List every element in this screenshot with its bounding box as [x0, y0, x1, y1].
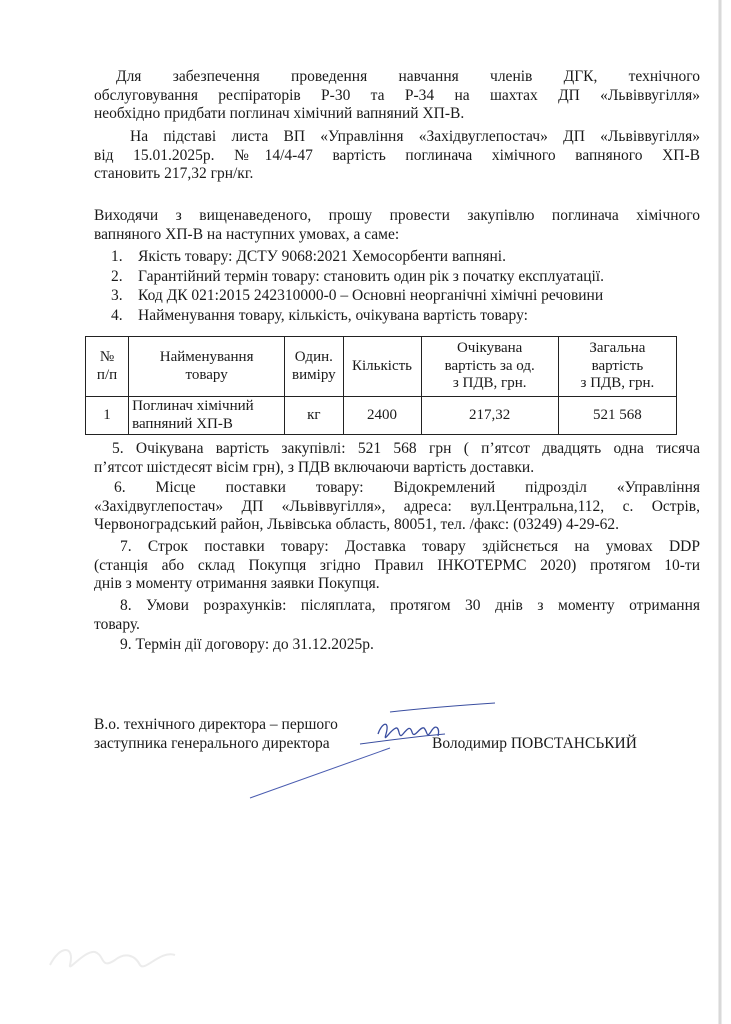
signatory-name: Володимир ПОВСТАНСЬКИЙ: [432, 735, 637, 752]
handwritten-signature-icon: [240, 700, 500, 810]
conditions-list: [111, 247, 604, 325]
basis-paragraph: [94, 128, 700, 184]
basis-line-1: На підставі листа ВП «Управління «Західвуглепостач» ДП «Львіввугілля»: [130, 128, 700, 145]
cell-number: 1: [86, 397, 129, 435]
list-item: 4. Найменування товару, кількість, очікувана вартість товару:: [111, 306, 528, 324]
list-item: 2. Гарантійний термін товару: становить один рік з початку експлуатації.: [111, 267, 604, 285]
table-header-row: [86, 337, 677, 397]
header-name: Найменування товару: [129, 337, 285, 397]
request-paragraph: [94, 207, 700, 244]
header-number: № п/п: [86, 337, 129, 397]
item-8-paragraph: 8. Умови розрахунків: післяплата, протягом 30 днів з моменту отримання товару.: [94, 597, 700, 633]
header-unit-price: Очікувана вартість за од. з ПДВ, грн.: [421, 337, 558, 397]
cell-name: Поглинач хімічний вапняний ХП-В: [129, 397, 285, 435]
intro-paragraph: [94, 68, 700, 124]
header-total: Загальна вартість з ПДВ, грн.: [558, 337, 676, 397]
request-line-1: Виходячи з вищенаведеного, прошу провести закупівлю поглинача хімічного: [94, 207, 700, 224]
faint-watermark-icon: [40, 930, 200, 980]
item-6-paragraph: 6. Місце поставки товару: Відокремлений підрозділ «Управління «Західвуглепостач» ДП «Львіввугілля», адреса: вул.Центральна,112, с. Острів, Червоноградський район, Львівська область, 80051, тел. /факс: (03249) 4-29-62.: [94, 479, 700, 533]
cell-unit: кг: [285, 397, 343, 435]
request-line-2: вапняного ХП-В на наступних умовах, а саме:: [94, 225, 400, 243]
scan-edge-shadow: [718, 0, 722, 1024]
intro-line-1: Для забезпечення проведення навчання членів ДГК, технічного: [116, 68, 700, 85]
cell-quantity: 2400: [343, 397, 421, 435]
item-5-paragraph: 5. Очікувана вартість закупівлі: 521 568 грн ( п’ятсот двадцять одна тисяча п’ятсот шістдесят вісім грн), з ПДВ включаючи вартість доставки.: [94, 440, 700, 476]
item-7-paragraph: 7. Строк поставки товару: Доставка товару здійснється на умовах DDP (станція або склад Покупця згідно Правил ІНКОТЕРМС 2020) протягом 10-ти днів з моменту отримання заявки Покупця.: [94, 538, 700, 592]
cell-total: 521 568: [558, 397, 676, 435]
list-item: 3. Код ДК 021:2015 242310000-0 – Основні неорганічні хімічні речовини: [111, 287, 604, 304]
list-item: 1. Якість товару: ДСТУ 9068:2021 Хемосорбенти вапняні.: [111, 248, 506, 265]
basis-line-2: від 15.01.2025р. №14/4-47 вартість поглинача хімічного вапняного ХП-В: [94, 146, 700, 164]
basis-line-3: становить 217,32 грн/кг.: [94, 165, 254, 182]
signatory-line-2: заступника генерального директора: [94, 735, 330, 752]
intro-line-3: необхідно придбати поглинач хімічний вапняний ХП-В.: [94, 105, 465, 122]
header-quantity: Кількість: [343, 337, 421, 397]
signatory-line-1: В.о. технічного директора – першого: [94, 716, 338, 733]
cell-unit-price: 217,32: [421, 397, 558, 435]
header-unit: Один. виміру: [285, 337, 343, 397]
table-row: [86, 397, 677, 435]
goods-table: [85, 336, 677, 435]
item-9-paragraph: 9. Термін дії договору: до 31.12.2025р.: [120, 636, 374, 653]
intro-line-2: обслуговування респіраторів Р-30 та Р-34 на шахтах ДП «Львіввугілля»: [94, 86, 700, 104]
